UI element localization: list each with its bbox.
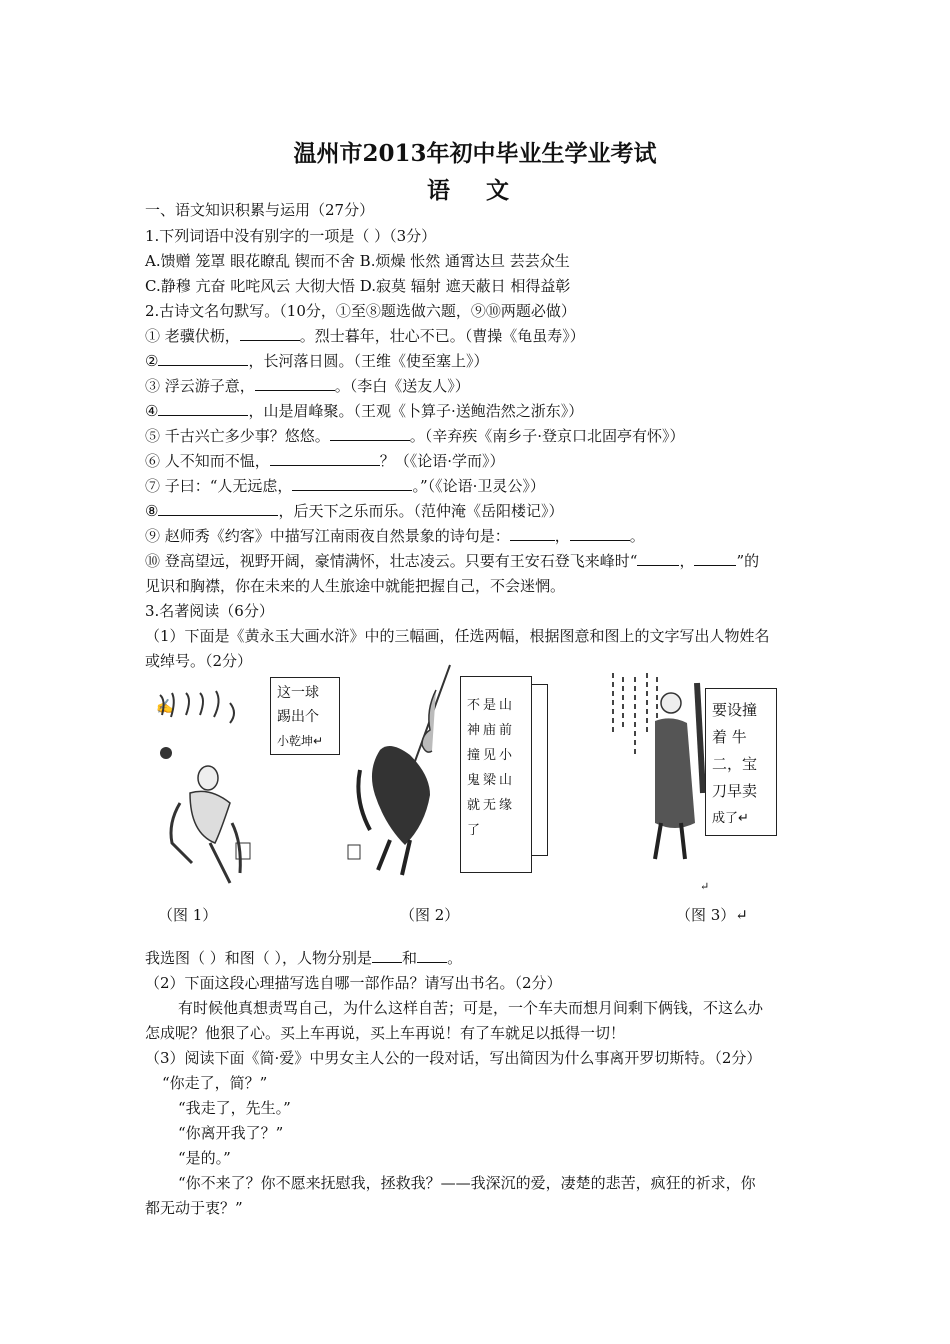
poem-line-2: ② ，长河落日圆。（王维《使至塞上》） [145, 352, 489, 370]
figure-1-illustration [150, 683, 255, 893]
poem-line-1: ① 老骥伏枥， 。烈士暮年，壮心不已。（曹操《龟虽寿》） [145, 327, 585, 345]
option-cd: C.静穆 亢奋 叱咤风云 大彻大悟 D.寂莫 辐射 遮天蔽日 相得益彰 [145, 277, 571, 295]
poem-line-8: ⑧ ，后天下之乐而乐。（范仲淹《岳阳楼记》） [145, 502, 564, 520]
dialog-line-2: “我走了，先生。” [178, 1099, 291, 1117]
exam-subject: 语 文 [426, 177, 523, 204]
dialog-line-5: “你不来了？你不愿来抚慰我，拯救我？——我深沉的爱，凄楚的悲苦，疯狂的祈求，你 [178, 1174, 756, 1192]
answer-line: 我选图（ ）和图（ ），人物分别是 和 。 [145, 949, 463, 967]
figure-2-illustration [340, 660, 460, 885]
section-heading: 一、语文知识积累与运用（27分） [145, 201, 375, 219]
option-ab: A.馈赠 笼罩 眼花瞭乱 锲而不舍 B.烦燥 怅然 通霄达旦 芸芸众生 [145, 252, 570, 270]
return-mark: ↵ [700, 880, 710, 893]
passage-line-2: 怎成呢？他狠了心。买上车再说，买上车再说！有了车就足以抵得一切！ [145, 1024, 626, 1042]
figure-3-textbox: 要设撞 着 牛 二，宝 刀早卖 成了↵ [705, 688, 777, 836]
figure-1-textbox: 这一球 踢出个 小乾坤↵ [270, 677, 340, 755]
poem-line-7: ⑦ 子曰：“人无远虑， 。”（《论语·卫灵公》） [145, 477, 545, 495]
question-3: 3.名著阅读（6分） [145, 602, 274, 620]
question-3-1-line-2: 或绰号。（2分） [145, 652, 253, 670]
question-3-3: （3）阅读下面《简·爱》中男女主人公的一段对话，写出简因为什么事离开罗切斯特。（2分） [145, 1049, 762, 1067]
figure-2-caption: （图 2） [400, 906, 460, 924]
question-1: 1.下列词语中没有别字的一项是（ ）（3分） [145, 227, 437, 245]
passage-line-1: 有时候他真想责骂自己，为什么这样自苦；可是，一个车夫而想月间剩下俩钱，不这么办 [178, 999, 764, 1017]
figure-3-caption: （图 3）↵ [676, 906, 748, 924]
svg-text:✍: ✍ [156, 699, 174, 715]
dialog-line-4: “是的。” [178, 1149, 231, 1167]
poem-line-5: ⑤ 千古兴亡多少事？悠悠。 。（辛弃疾《南乡子·登京口北固亭有怀》） [145, 427, 685, 445]
figure-1-caption: （图 1） [158, 906, 218, 924]
question-10-line-2: 见识和胸襟，你在未来的人生旅途中就能把握自己，不会迷惘。 [145, 577, 566, 595]
question-2: 2.古诗文名句默写。（10分，①至⑧题选做六题，⑨⑩两题必做） [145, 302, 576, 320]
question-9: ⑨ 赵师秀《约客》中描写江南雨夜自然景象的诗句是： ， 。 [145, 527, 645, 545]
exam-title: 温州市2013年初中毕业生学业考试 [293, 140, 657, 167]
figure-3-illustration [605, 663, 710, 871]
dialog-line-6: 都无动于衷？” [145, 1199, 243, 1217]
poem-line-4: ④ ，山是眉峰聚。（王观《卜算子·送鲍浩然之浙东》） [145, 402, 584, 420]
question-10-line-1: ⑩ 登高望远，视野开阔，豪情满怀，壮志凌云。只要有王安石登飞来峰时“ ， ”的 [145, 552, 760, 570]
figure-2-textbox: 不是山 神庙前 撞见小 鬼梁山 就无缘 了 [460, 676, 532, 873]
dialog-line-1: “你走了，简？” [162, 1074, 268, 1092]
poem-line-3: ③ 浮云游子意， 。（李白《送友人》） [145, 377, 470, 395]
question-3-2: （2）下面这段心理描写选自哪一部作品？请写出书名。（2分） [145, 974, 562, 992]
question-3-1-line-1: （1）下面是《黄永玉大画水浒》中的三幅画，任选两幅，根据图意和图上的文字写出人物姓名 [145, 627, 770, 645]
poem-line-6: ⑥ 人不知而不愠， ？（《论语·学而》） [145, 452, 505, 470]
dialog-line-3: “你离开我了？” [178, 1124, 284, 1142]
